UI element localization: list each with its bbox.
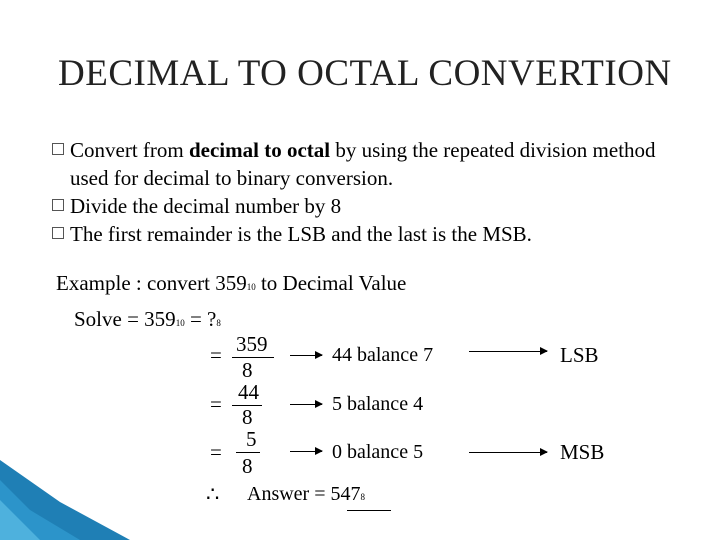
step-tag: MSB	[560, 440, 605, 464]
fraction-numerator: 44	[238, 380, 259, 404]
checkbox-bullet-icon	[52, 199, 64, 211]
checkbox-bullet-icon	[52, 227, 64, 239]
answer-line: Answer = 5478	[247, 483, 365, 505]
fraction-denominator: 8	[242, 405, 253, 429]
bullet-item	[52, 220, 692, 248]
arrow-icon	[290, 355, 322, 356]
bullet-text-bold: decimal to octal	[188, 138, 331, 162]
solve-line: Solve = 35910 = ?8	[74, 307, 221, 331]
fraction-denominator: 8	[242, 358, 253, 382]
bullet-item	[52, 136, 692, 192]
arrow-icon	[469, 351, 547, 352]
bullet-item	[52, 192, 692, 220]
arrow-icon	[469, 452, 547, 453]
arrow-icon	[290, 404, 322, 405]
fraction-bar	[232, 357, 274, 358]
therefore-symbol: ∴	[206, 482, 220, 506]
example-label: Example : convert 35910 to Decimal Value	[56, 271, 407, 295]
equals-sign: =	[210, 392, 222, 416]
fraction-numerator: 5	[246, 427, 257, 451]
bullet-text-post: by using the repeated division method used for decimal to binary conversion.	[70, 138, 656, 190]
equals-sign: =	[210, 440, 222, 464]
slide-title: DECIMAL TO OCTAL CONVERTION	[58, 53, 672, 94]
answer-underline	[347, 510, 391, 511]
corner-decoration	[0, 440, 130, 540]
fraction-numerator: 359	[236, 332, 268, 356]
bullet-text: Divide the decimal number by 8	[70, 194, 342, 218]
checkbox-bullet-icon	[52, 143, 64, 155]
bullet-text-pre: Convert from	[70, 138, 189, 162]
step-tag: LSB	[560, 343, 599, 367]
fraction-denominator: 8	[242, 454, 253, 478]
step-result: 5 balance 4	[332, 393, 424, 415]
bullet-list	[52, 136, 692, 248]
bullet-text: The first remainder is the LSB and the last is the MSB.	[70, 222, 532, 246]
step-result: 44 balance 7	[332, 344, 434, 366]
arrow-icon	[290, 451, 322, 452]
step-result: 0 balance 5	[332, 441, 424, 463]
fraction-bar	[236, 452, 260, 453]
equals-sign: =	[210, 343, 222, 367]
